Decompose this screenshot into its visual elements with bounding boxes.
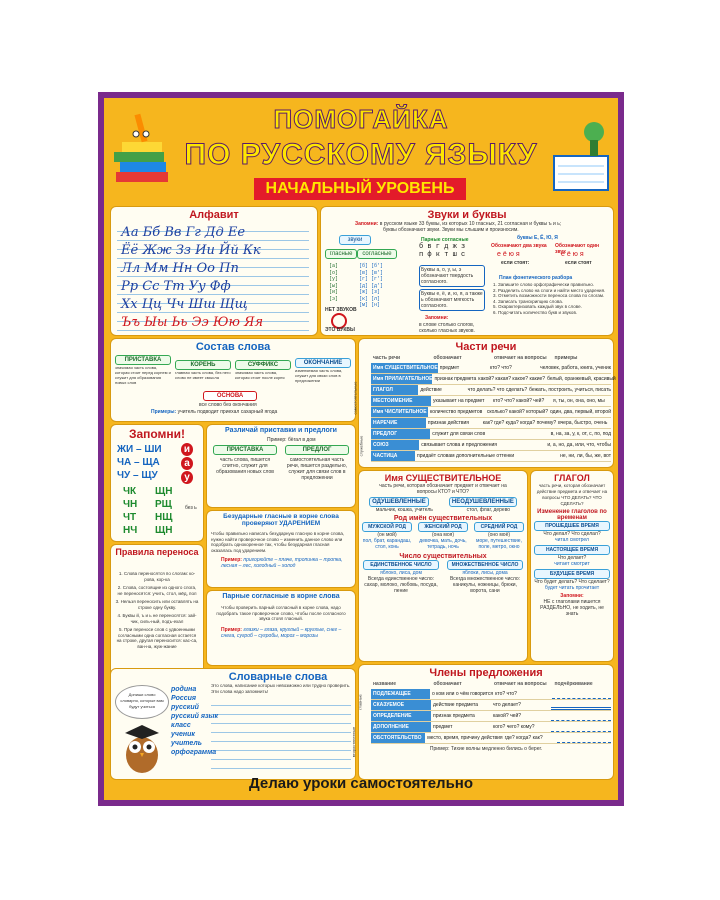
parts-row — [371, 374, 616, 385]
parts-row — [371, 440, 611, 451]
prefix-box-label: ПРИСТАВКА — [213, 445, 277, 455]
members-underline-sample — [551, 711, 611, 721]
ending-label: ОКОНЧАНИЕ — [295, 358, 351, 368]
paired-cons-examples — [221, 627, 349, 639]
prefix-box-desc: часть слова, пишется слитно, служит для образования новых слов — [216, 457, 274, 475]
parts-independent-label: самостоятельные — [352, 381, 358, 415]
parts-cell-means: связывает слова и предложения — [421, 442, 498, 448]
suffix-desc: значимая часть слова, которая стоит после корня — [235, 370, 285, 380]
one-sound-label: Обозначают один звук — [555, 243, 600, 255]
consonants-label: согласные — [357, 249, 397, 259]
parts-cell-ex: не, ни, ли, бы, же, вот — [560, 453, 612, 459]
vocab-word-list — [171, 685, 218, 757]
paired-top: б в г д ж з — [419, 243, 466, 251]
tense-title: Изменение глаголов по временам — [537, 509, 607, 521]
fem-question: (она моя) — [432, 532, 454, 538]
plural-examples: яблоки, лисы, дома — [462, 570, 508, 576]
members-col-underline: подчёркивание — [554, 681, 593, 687]
paired-label: Парные согласные — [421, 237, 469, 243]
composition-panel — [110, 338, 356, 422]
members-underline-sample — [552, 689, 611, 699]
examples-text: учитель подводит приехал сахарный ягода — [177, 409, 278, 415]
without-soft-sign: без ь — [185, 505, 197, 511]
parts-header — [371, 353, 613, 363]
present-question: Что делает? — [557, 555, 587, 561]
vocab-word: класс — [171, 722, 191, 729]
prep-box-desc: самостоятельная часть речи, пишется раздельно, служит для связи слов в предложении — [286, 457, 348, 481]
paired-cons-example-label: Пример: — [221, 627, 242, 633]
vowel-list: [а] [о] [у] [ы] [и] [э] — [329, 263, 339, 302]
transfer-rule-1: 1. Слова переносятся по слогам: ко-рова, кор-ка — [118, 571, 196, 582]
parts-title: Части речи — [455, 341, 517, 353]
verb-title: ГЛАГОЛ — [554, 473, 590, 483]
animate-label: ОДУШЕВЛЕННЫЕ — [369, 497, 429, 507]
plan-6: 6. Подсчитать количество букв и звуков. — [493, 309, 578, 315]
members-cell-q: что делает? — [493, 702, 521, 708]
parts-cell-q: какой? какая? какое? какие? — [478, 376, 546, 382]
prefix-label: ПРИСТАВКА — [115, 355, 171, 365]
remember-panel — [110, 424, 204, 542]
parts-row — [371, 407, 611, 418]
title-line-2: ПО РУССКОМУ ЯЗЫКУ — [184, 138, 538, 171]
parts-row — [371, 396, 611, 407]
verb-desc: часть речи, которая обозначает действие предмета и отвечает на вопросы ЧТО ДЕЛАТЬ? ЧТО СДЕЛАТЬ? — [536, 483, 608, 506]
no-sounds-label: НЕТ ЗВУКОВ — [325, 307, 357, 313]
parts-cell-means: указывает на предмет — [433, 398, 485, 404]
parts-cell-ex: человек, работа, книга, ученик — [540, 365, 611, 371]
members-row — [371, 733, 611, 744]
parts-cell-name: Имя ЧИСЛИТЕЛЬНОЕ — [373, 409, 427, 415]
members-underline-sample — [551, 722, 611, 732]
members-underline-sample — [557, 733, 611, 743]
parts-cell-name: ГЛАГОЛ — [371, 385, 418, 395]
masc-label: МУЖСКОЙ РОД — [362, 522, 412, 532]
two-sounds-sample: е ё ю я — [497, 251, 520, 258]
vocab-word: родина — [171, 686, 197, 693]
vowels-label: гласные — [325, 249, 357, 259]
base-desc: все слово без окончания — [199, 402, 257, 408]
title-line-1: ПОМОГАЙКА — [273, 104, 449, 134]
members-cell-q: кого? чего? кому? — [493, 724, 535, 730]
unstressed-panel — [206, 510, 356, 588]
paired-cons-desc: Чтобы проверить парный согласный в корне слова, надо подобрать такое проверочное слово, чтобы после согласного звука стоял гласный. — [216, 605, 346, 621]
composition-examples — [151, 409, 277, 415]
prefix-desc: значимая часть слова, которая стоит перед корнем и служит для образования новых слов — [115, 365, 171, 385]
speech-cloud-text: Допиши слово словарно, которые вам будут учиться — [120, 692, 164, 709]
parts-cell-ex: вчера, быстро, очень — [558, 420, 608, 426]
combo-nsch: НЩ — [155, 512, 173, 523]
transfer-rule-4: 4. Буквы й, ъ и ь не переносятся: зай-чик, силь-ный, подъ-ехал — [117, 613, 197, 624]
future-examples: будет читать прочитает — [544, 585, 600, 591]
poster-inner — [104, 98, 618, 800]
root-label: КОРЕНЬ — [175, 360, 231, 370]
combo-cht: ЧТ — [123, 512, 137, 523]
parts-row — [371, 363, 611, 374]
members-title: Члены предложения — [429, 667, 543, 679]
transfer-rule-2: 2. Слова, состоящие из одного слога, не переносятся: учить, стол, мёд, пол — [117, 585, 197, 596]
alphabet-row-5: Хх Цц Чч Шш Щщ — [121, 297, 248, 312]
parts-cell-name: СОЮЗ — [371, 440, 419, 450]
singular-examples: яблоко, лиса, дом — [380, 570, 422, 576]
members-cell-name: ОПРЕДЕЛЕНИЕ — [371, 711, 431, 721]
plan-5: 5. Охарактеризовать каждый звук в слове. — [493, 304, 582, 309]
parts-cell-means: придаёт словам дополнительные оттенки — [417, 453, 515, 459]
members-cell-q: кто? что? — [495, 691, 517, 697]
parts-col-question: отвечает на вопросы — [494, 355, 547, 361]
consonant-list: [б] [б'] [в] [в'] [г] [г'] [д] [д'] [ж] [з] [к] [л] [м] [н] — [359, 263, 384, 308]
plan-title: План фонетического разбора — [499, 275, 573, 281]
fem-label: ЖЕНСКИЙ РОД — [418, 522, 468, 532]
parts-cell-ex: один, два, первый, второй — [549, 409, 611, 415]
members-underline-sample — [551, 700, 611, 710]
parts-panel — [352, 338, 616, 468]
combo-schn: ЩН — [155, 486, 173, 497]
parts-cell-name: ПРЕДЛОГ — [371, 429, 430, 439]
alphabet-title: Алфавит — [189, 209, 239, 221]
unstressed-examples — [221, 557, 349, 569]
rule-chu-schu: ЧУ – ЩУ — [117, 470, 158, 481]
parts-service-label: служебные — [358, 435, 364, 457]
transfer-rule-3: 3. Нельзя переносить или оставлять на строке одну букву. — [115, 599, 199, 610]
base-label: ОСНОВА — [203, 391, 257, 401]
verb-remember: Запомни: — [560, 593, 584, 599]
sounds-label: звуки — [339, 235, 371, 245]
poster — [98, 92, 624, 806]
members-col-question: отвечает на вопросы — [494, 681, 547, 687]
parts-cell-means: признак предмета — [434, 376, 477, 382]
singular-label: ЕДИНСТВЕННОЕ ЧИСЛО — [363, 560, 439, 570]
vocab-panel — [110, 668, 356, 780]
vocab-word: Россия — [171, 695, 197, 702]
vocab-desc: Это слова, написание которых невозможно или трудно проверить. Эти слова надо запомнить! — [211, 683, 351, 694]
syllables-remember: Запомни: — [425, 315, 449, 321]
level-banner: НАЧАЛЬНЫЙ УРОВЕНЬ — [254, 178, 466, 200]
notebook-lamp-icon — [544, 112, 614, 200]
unstressed-example-text: пригорюйте – плаче, тропинка – тропка, лесная – лес, холодный – холод — [221, 557, 343, 569]
vowel-u-badge: у — [181, 471, 193, 484]
parts-cell-means: признак действия — [427, 420, 470, 426]
combo-chn: ЧН — [123, 499, 138, 510]
vocab-word: ученик — [171, 731, 195, 738]
vocab-word: русский — [171, 704, 199, 711]
members-cell-name: ДОПОЛНЕНИЕ — [371, 722, 431, 732]
members-cell-q: где? когда? как? — [504, 735, 543, 741]
letters-soft: Буквы е, ё, и, ю, я, а также ь обозначают мягкость согласного. — [419, 289, 485, 311]
vocab-word: учитель — [171, 740, 202, 747]
neut-question: (оно моё) — [487, 532, 511, 538]
vowel-a-badge: а — [181, 457, 193, 470]
members-cell-means: о ком или о чём говорится — [431, 691, 494, 697]
parts-cell-q — [497, 440, 545, 450]
examples-label: Примеры: — [151, 409, 177, 415]
present-examples: читает смотрит — [554, 561, 590, 567]
rule-cha-scha: ЧА – ЩА — [117, 457, 160, 468]
footer-slogan: Делаю уроки самостоятельно — [248, 775, 474, 792]
books-pencil-icon — [110, 112, 174, 200]
unstressed-desc: Чтобы правильно написать безударную гласную в корне слова, нужно найти проверочное слово – изменить данное слово или подобрать однокоренное так, чтобы безударная гласная оказалась под ударением. — [211, 531, 345, 553]
members-cell-name: ПОДЛЕЖАЩЕЕ — [371, 689, 430, 699]
parts-cell-means: служит для связи слов — [432, 431, 486, 437]
parts-cell-q: сколько? какой? который? — [486, 409, 548, 415]
alphabet-row-1: Аа Бб Вв Гг Дд Ее — [121, 225, 246, 240]
neut-examples: море, путешествие, поле, метро, окно — [476, 538, 522, 550]
no-sounds-letters: ЭТО БУКВЫ — [325, 327, 355, 333]
parts-rows — [371, 363, 616, 462]
members-row — [371, 700, 611, 711]
members-cell-means: место, время, причину действия — [427, 735, 503, 741]
parts-cell-ex: и, а, но, да, или, что, чтобы — [547, 442, 611, 448]
members-cell-q: какой? чей? — [493, 713, 522, 719]
suffix-label: СУФФИКС — [235, 360, 291, 370]
members-cell-means: предмет — [433, 724, 453, 730]
noun-title: Имя СУЩЕСТВИТЕЛЬНОЕ — [384, 473, 502, 483]
parts-cell-ex: белый, оранжевый, красивый — [547, 376, 616, 382]
parts-cell-ex: я, ты, он, она, оно, мы — [553, 398, 605, 404]
alphabet-row-4: Рр Сс Тт Уу Фф — [121, 279, 231, 294]
owl-teacher-icon — [119, 721, 165, 775]
prefix-prep-panel — [206, 424, 356, 508]
alphabet-row-2: Ёё Жж Зз Ии Йй Кк — [121, 243, 261, 258]
if-stand-1: если стоят: — [501, 260, 530, 266]
two-sounds-label: Обозначают два звука — [491, 243, 547, 249]
vocab-word: русский язык — [171, 713, 219, 720]
members-example: Пример: Тихие волны медленно бились о берег. — [429, 746, 543, 752]
members-cell-means: признак предмета — [433, 713, 475, 719]
plan-3: 3. Отметить возможности переноса слова по слогам. — [493, 293, 605, 298]
parts-cell-q — [514, 451, 558, 461]
unstressed-title: Безударные гласные в корне слова проверяют УДАРЕНИЕМ — [223, 513, 339, 527]
parts-cell-ex: в, на, за, у, к, от, с, по, под — [550, 431, 611, 437]
paired-cons-panel — [206, 590, 356, 666]
plan-4: 4. Записать транскрипцию слова. — [493, 298, 563, 304]
root-desc: главная часть слова, без него слово не имеет смысла — [175, 370, 231, 380]
composition-title: Состав слова — [195, 341, 271, 353]
members-secondary-label: второстепенные — [351, 726, 357, 758]
animate-examples: мальчик, кошка, учитель — [375, 507, 433, 513]
plan-1: 1. Запишите слово орфографически правильно. — [493, 282, 595, 287]
members-panel — [351, 664, 614, 780]
speech-cloud — [115, 685, 169, 719]
combo-schn-2: ЩН — [155, 525, 173, 536]
parts-cell-q: что делать? что сделать? — [467, 387, 528, 393]
noun-panel — [358, 470, 528, 662]
past-examples: читал смотрел — [555, 537, 589, 543]
alphabet-panel — [110, 206, 318, 336]
one-sound-sample: е ё ю я — [561, 251, 584, 258]
transfer-title: Правила переноса — [115, 547, 199, 557]
alphabet-row-3: Лл Мм Нн Оо Пп — [121, 261, 239, 276]
parts-cell-q: кто? что? — [489, 365, 512, 371]
present-label: НАСТОЯЩЕЕ ВРЕМЯ — [534, 545, 610, 555]
parts-cell-means: количество предметов — [429, 409, 483, 415]
future-label: БУДУЩЕЕ ВРЕМЯ — [534, 569, 610, 579]
members-cell-name: СКАЗУЕМОЕ — [371, 700, 431, 710]
paired-cons-title: Парные согласные в корне слова — [222, 593, 340, 600]
singular-only: Всегда единственное число: сахар, молоко, любовь, посуда, пение — [364, 576, 438, 594]
plan-2: 2. Разделить слово на слоги и найти место ударения. — [493, 287, 606, 293]
if-stand-2: если стоят — [565, 260, 592, 266]
parts-cell-name: МЕСТОИМЕНИЕ — [371, 396, 431, 406]
combo-chk: ЧК — [123, 486, 137, 497]
members-col-means: обозначает — [433, 681, 462, 687]
neut-label: СРЕДНИЙ РОД — [474, 522, 524, 532]
letters-hard: Буквы а, о, у, ы, э обозначают твердость согласного. — [419, 265, 485, 287]
noun-desc: часть речи, которая обозначает предмет и отвечает на вопросы КТО? и ЧТО? — [379, 483, 507, 495]
members-row — [371, 722, 611, 733]
syllables-text: в слове столько слогов, сколько гласных звуков. — [419, 322, 475, 334]
past-question: Что делал? Что сделал? — [543, 531, 601, 537]
vocab-title: Словарные слова — [228, 671, 328, 683]
prefix-prep-example: Пример: бёгал в дом — [267, 437, 316, 443]
sounds-note-1: в русском языке 33 буквы, из которых 10 гласных, 21 согласная и буквы ъ и ь; — [379, 221, 562, 227]
parts-cell-q: как? где? куда? когда? почему? — [482, 420, 557, 426]
future-question: Что будет делать? Что сделает? — [534, 579, 610, 585]
verb-panel — [530, 470, 614, 662]
combo-rsch: РЩ — [155, 499, 172, 510]
sounds-remember: Запомни: — [355, 221, 379, 227]
members-row — [371, 689, 611, 700]
parts-cell-q: кто? что? какой? чей? — [493, 398, 545, 404]
parts-row — [371, 429, 611, 440]
parts-col-name: часть речи — [373, 355, 401, 361]
parts-row — [371, 418, 611, 429]
inanimate-examples: стол, флаг, дерево — [466, 507, 511, 513]
past-label: ПРОШЕДШЕЕ ВРЕМЯ — [534, 521, 610, 531]
verb-remember-text: НЕ с глаголами пишется РАЗДЕЛЬНО, не ходить, не знать — [540, 599, 604, 617]
inanimate-label: НЕОДУШЕВЛЕННЫЕ — [449, 497, 517, 507]
sounds-panel — [320, 206, 614, 336]
vocab-word: орфограмма — [171, 749, 217, 756]
members-main-label: главные — [357, 694, 363, 710]
alphabet-row-6: Ъъ Ыы Ьь Ээ Юю Яя — [121, 315, 264, 330]
prep-box-label: ПРЕДЛОГ — [285, 445, 349, 455]
members-cell-name: ОБСТОЯТЕЛЬСТВО — [371, 733, 425, 743]
members-rows — [371, 689, 611, 744]
parts-cell-q — [489, 429, 548, 439]
plan-list — [493, 282, 611, 315]
parts-cell-name: ЧАСТИЦА — [371, 451, 415, 461]
paired-bottom: п ф к т ш с — [419, 251, 466, 259]
members-col-name: название — [373, 681, 397, 687]
remember-title: Запомни! — [128, 427, 186, 441]
masc-question: (он мой) — [377, 532, 397, 538]
plural-label: МНОЖЕСТВЕННОЕ ЧИСЛО — [447, 560, 523, 570]
unstressed-example-label: Пример: — [221, 557, 242, 563]
parts-cell-means: предмет — [439, 365, 460, 371]
parts-cell-name: Имя СУЩЕСТВИТЕЛЬНОЕ — [373, 365, 438, 371]
prefix-prep-title: Различай приставки и предлоги — [225, 427, 337, 434]
yo-letters-label: буквы Е, Ё, Ю, Я — [517, 235, 558, 241]
parts-cell-ex: бежать, построить, учиться, писать — [529, 387, 611, 393]
parts-cell-name: НАРЕЧИЕ — [371, 418, 426, 428]
ending-desc: изменяемая часть слова, служит для связи слов в предложении — [295, 367, 343, 383]
paired-cons-example-text: глазки – глаза, круглый – круглые, снег – снега, сугроб – сугробы, мороз – морозы — [221, 627, 342, 639]
members-cell-means: действие предмета — [433, 702, 479, 708]
gender-title: Род имён существительных — [393, 515, 493, 522]
number-title: Число существительных — [399, 553, 487, 560]
transfer-rules — [115, 571, 199, 649]
parts-row — [371, 385, 611, 396]
parts-row — [371, 451, 611, 462]
sounds-title: Звуки и буквы — [427, 209, 507, 221]
parts-cell-name: Имя ПРИЛАГАТЕЛЬНОЕ — [373, 376, 433, 382]
vowel-i-badge: и — [181, 443, 193, 456]
parts-col-means: обозначает — [433, 355, 462, 361]
rule-zhi-shi: ЖИ – ШИ — [117, 444, 162, 455]
parts-cell-means: действие — [420, 387, 442, 393]
plural-only: Всегда множественное число: каникулы, ножницы, брюки, ворота, сани — [449, 576, 521, 594]
masc-examples: пол, брат, карандаш, стол, конь — [362, 538, 412, 550]
sounds-note-2: буквы обозначают звуки. Звуки мы слышим и произносим. — [383, 227, 519, 233]
fem-examples: девочка, мать, дочь, тетрадь, ночь — [419, 538, 467, 550]
members-header — [371, 679, 613, 689]
combo-nch: НЧ — [123, 525, 138, 536]
transfer-rule-5: 5. При переносе слов с удвоенными согласными одна согласная остается на строке, другая переносится: кас-са, ван-на, жуж-жание — [116, 627, 198, 649]
no-sounds — [325, 307, 357, 313]
members-row — [371, 711, 611, 722]
vocab-lines — [211, 697, 351, 775]
parts-col-examples: примеры — [554, 355, 578, 361]
